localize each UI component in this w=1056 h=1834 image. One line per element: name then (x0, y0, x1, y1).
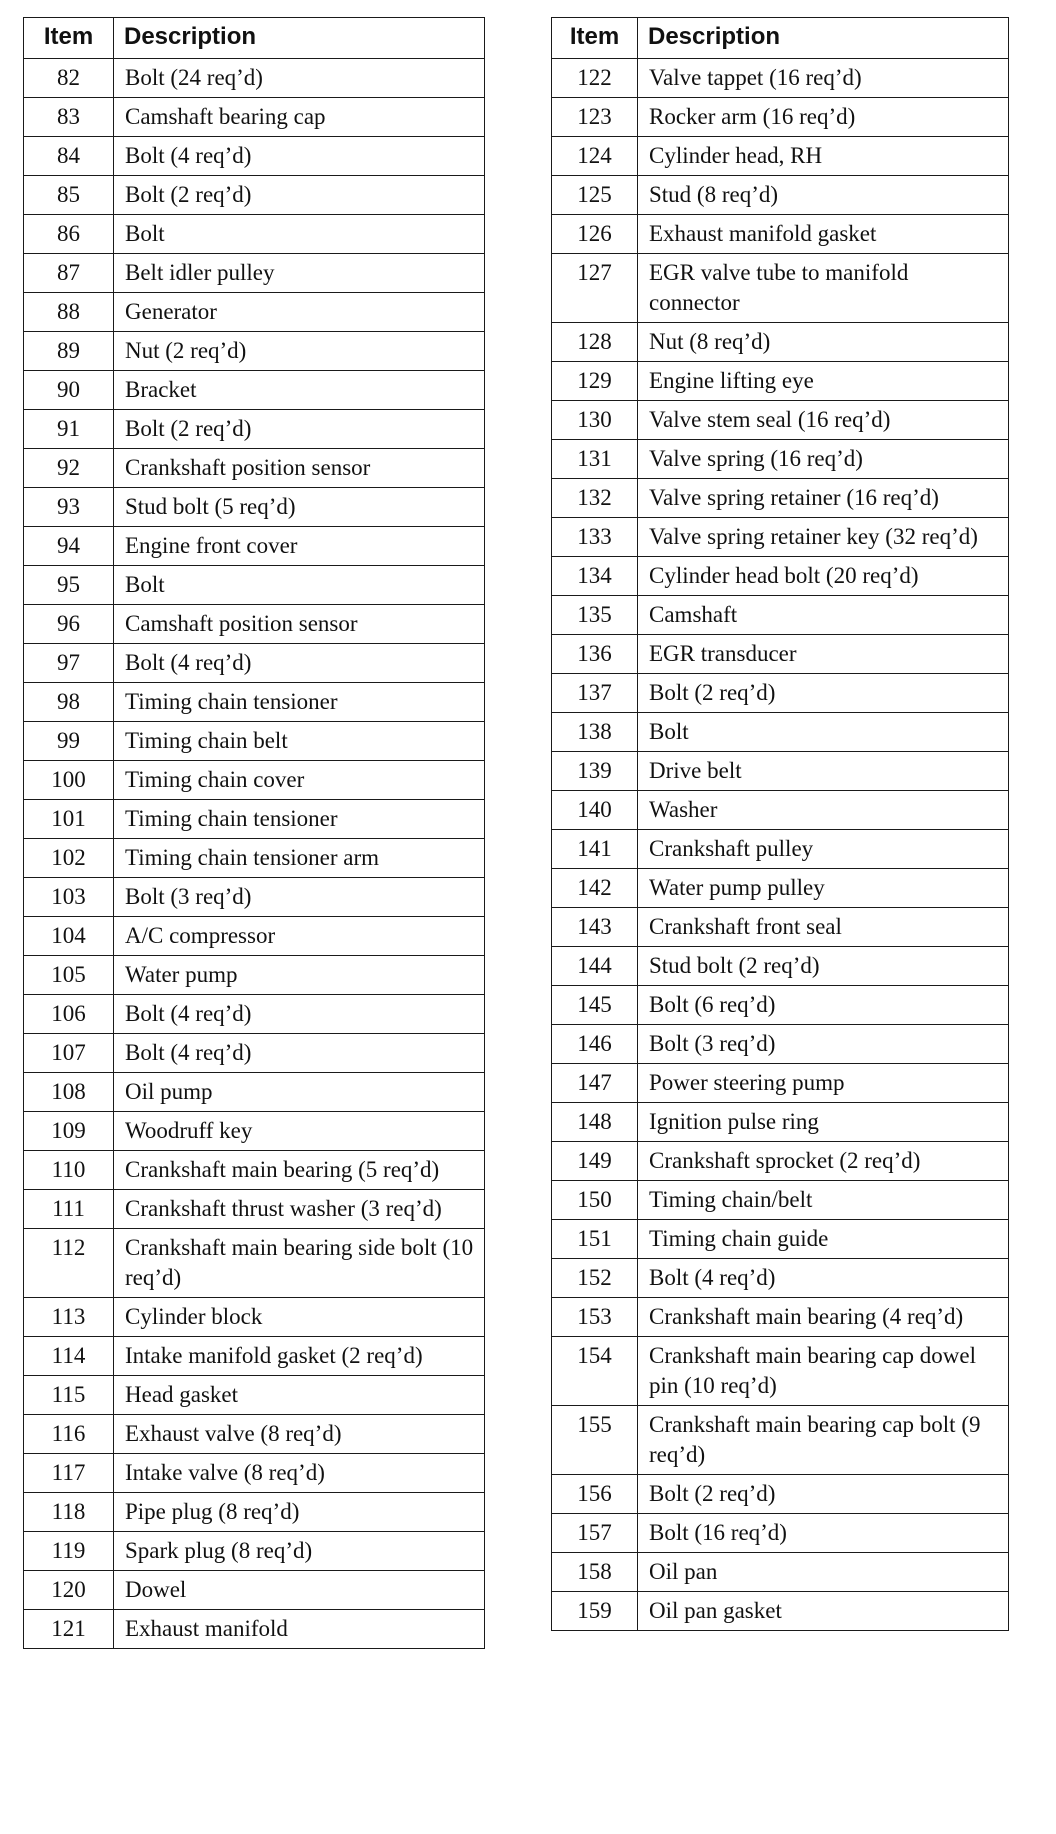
item-number-cell: 107 (24, 1034, 114, 1073)
item-number-cell: 103 (24, 878, 114, 917)
description-cell: Dowel (114, 1571, 485, 1610)
table-row (552, 1064, 1009, 1103)
item-number-cell: 123 (552, 98, 638, 137)
item-number-cell: 158 (552, 1553, 638, 1592)
item-number-cell: 130 (552, 401, 638, 440)
table-row (552, 1475, 1009, 1514)
description-cell: Camshaft position sensor (114, 605, 485, 644)
table-row (24, 1454, 485, 1493)
table-row (24, 176, 485, 215)
item-number-cell: 124 (552, 137, 638, 176)
item-number-cell: 131 (552, 440, 638, 479)
table-row (24, 1337, 485, 1376)
table-row (24, 1493, 485, 1532)
description-cell: Cylinder head, RH (638, 137, 1009, 176)
item-number-cell: 147 (552, 1064, 638, 1103)
description-cell: Valve stem seal (16 req’d) (638, 401, 1009, 440)
description-cell: Exhaust manifold (114, 1610, 485, 1649)
description-cell: Timing chain tensioner (114, 800, 485, 839)
description-cell: Stud (8 req’d) (638, 176, 1009, 215)
item-number-cell: 108 (24, 1073, 114, 1112)
table-row (24, 1610, 485, 1649)
item-number-cell: 154 (552, 1337, 638, 1406)
item-number-cell: 87 (24, 254, 114, 293)
description-cell: Timing chain cover (114, 761, 485, 800)
description-cell: Bolt (2 req’d) (114, 176, 485, 215)
description-cell: Timing chain guide (638, 1220, 1009, 1259)
item-number-cell: 151 (552, 1220, 638, 1259)
description-cell: Valve spring retainer (16 req’d) (638, 479, 1009, 518)
item-number-cell: 85 (24, 176, 114, 215)
description-cell: Crankshaft front seal (638, 908, 1009, 947)
item-number-cell: 155 (552, 1406, 638, 1475)
item-number-cell: 91 (24, 410, 114, 449)
table-row (24, 722, 485, 761)
item-number-cell: 148 (552, 1103, 638, 1142)
item-number-cell: 143 (552, 908, 638, 947)
item-number-cell: 97 (24, 644, 114, 683)
table-row (24, 488, 485, 527)
description-cell: Head gasket (114, 1376, 485, 1415)
description-cell: Bolt (2 req’d) (638, 674, 1009, 713)
item-number-cell: 86 (24, 215, 114, 254)
item-number-cell: 100 (24, 761, 114, 800)
description-cell: Bolt (4 req’d) (114, 137, 485, 176)
description-cell: Valve tappet (16 req’d) (638, 59, 1009, 98)
table-row (24, 878, 485, 917)
description-cell: Bolt (6 req’d) (638, 986, 1009, 1025)
table-row (24, 1298, 485, 1337)
table-row (552, 98, 1009, 137)
description-cell: Bracket (114, 371, 485, 410)
table-row (552, 1553, 1009, 1592)
table-row (552, 908, 1009, 947)
description-cell: Oil pan (638, 1553, 1009, 1592)
item-number-cell: 141 (552, 830, 638, 869)
description-cell: A/C compressor (114, 917, 485, 956)
table-row (552, 713, 1009, 752)
item-number-cell: 128 (552, 323, 638, 362)
header-row (24, 18, 485, 59)
table-row (552, 518, 1009, 557)
description-cell: Spark plug (8 req’d) (114, 1532, 485, 1571)
item-number-cell: 144 (552, 947, 638, 986)
description-cell: Crankshaft pulley (638, 830, 1009, 869)
description-cell: Power steering pump (638, 1064, 1009, 1103)
description-cell: Nut (8 req’d) (638, 323, 1009, 362)
item-number-cell: 145 (552, 986, 638, 1025)
description-cell: Bolt (4 req’d) (114, 995, 485, 1034)
description-cell: Oil pan gasket (638, 1592, 1009, 1631)
item-number-cell: 99 (24, 722, 114, 761)
table-row (552, 1406, 1009, 1475)
item-number-cell: 82 (24, 59, 114, 98)
table-row (24, 917, 485, 956)
item-number-cell: 104 (24, 917, 114, 956)
parts-table-left (23, 17, 485, 1649)
description-cell: Rocker arm (16 req’d) (638, 98, 1009, 137)
table-row (552, 1025, 1009, 1064)
table-row (552, 830, 1009, 869)
description-cell: Crankshaft position sensor (114, 449, 485, 488)
description-cell: Timing chain tensioner arm (114, 839, 485, 878)
description-cell: EGR transducer (638, 635, 1009, 674)
item-number-cell: 96 (24, 605, 114, 644)
table-row (24, 371, 485, 410)
item-number-cell: 125 (552, 176, 638, 215)
description-cell: Bolt (16 req’d) (638, 1514, 1009, 1553)
item-number-cell: 106 (24, 995, 114, 1034)
description-cell: Crankshaft sprocket (2 req’d) (638, 1142, 1009, 1181)
table-row (552, 254, 1009, 323)
table-row (552, 557, 1009, 596)
description-cell: Crankshaft main bearing cap bolt (9 req’d) (638, 1406, 1009, 1475)
table-row (552, 1259, 1009, 1298)
description-cell: Timing chain/belt (638, 1181, 1009, 1220)
description-cell: Water pump pulley (638, 869, 1009, 908)
table-row (24, 1073, 485, 1112)
item-number-cell: 133 (552, 518, 638, 557)
description-cell: Bolt (24 req’d) (114, 59, 485, 98)
item-number-cell: 157 (552, 1514, 638, 1553)
table-row (552, 635, 1009, 674)
description-cell: Bolt (114, 215, 485, 254)
table-row (24, 683, 485, 722)
item-number-cell: 95 (24, 566, 114, 605)
description-cell: Bolt (3 req’d) (638, 1025, 1009, 1064)
description-cell: Cylinder block (114, 1298, 485, 1337)
description-cell: Timing chain tensioner (114, 683, 485, 722)
item-number-cell: 122 (552, 59, 638, 98)
description-column-header: Description (114, 18, 485, 59)
description-cell: EGR valve tube to manifold connector (638, 254, 1009, 323)
description-cell: Intake valve (8 req’d) (114, 1454, 485, 1493)
table-row (552, 1298, 1009, 1337)
table-row (24, 215, 485, 254)
item-number-cell: 137 (552, 674, 638, 713)
description-cell: Crankshaft thrust washer (3 req’d) (114, 1190, 485, 1229)
item-number-cell: 115 (24, 1376, 114, 1415)
item-number-cell: 113 (24, 1298, 114, 1337)
table-row (552, 176, 1009, 215)
table-row (24, 332, 485, 371)
description-cell: Cylinder head bolt (20 req’d) (638, 557, 1009, 596)
description-column-header: Description (638, 18, 1009, 59)
table-row (552, 869, 1009, 908)
item-number-cell: 112 (24, 1229, 114, 1298)
table-row (552, 479, 1009, 518)
item-number-cell: 89 (24, 332, 114, 371)
table-row (552, 1337, 1009, 1406)
table-row (552, 1181, 1009, 1220)
table-row (24, 956, 485, 995)
table-row (24, 761, 485, 800)
table-row (552, 59, 1009, 98)
item-number-cell: 135 (552, 596, 638, 635)
item-number-cell: 83 (24, 98, 114, 137)
item-number-cell: 117 (24, 1454, 114, 1493)
parts-table-right (551, 17, 1009, 1631)
description-cell: Bolt (2 req’d) (638, 1475, 1009, 1514)
table-row (24, 839, 485, 878)
table-row (24, 449, 485, 488)
description-cell: Bolt (3 req’d) (114, 878, 485, 917)
item-number-cell: 129 (552, 362, 638, 401)
item-number-cell: 121 (24, 1610, 114, 1649)
table-row (24, 1190, 485, 1229)
description-cell: Valve spring (16 req’d) (638, 440, 1009, 479)
description-cell: Exhaust manifold gasket (638, 215, 1009, 254)
item-number-cell: 140 (552, 791, 638, 830)
table-row (24, 1229, 485, 1298)
description-cell: Bolt (638, 713, 1009, 752)
table-row (552, 596, 1009, 635)
item-number-cell: 134 (552, 557, 638, 596)
item-number-cell: 94 (24, 527, 114, 566)
item-number-cell: 159 (552, 1592, 638, 1631)
table-row (24, 1532, 485, 1571)
item-number-cell: 92 (24, 449, 114, 488)
item-number-cell: 132 (552, 479, 638, 518)
description-cell: Crankshaft main bearing side bolt (10 req’d) (114, 1229, 485, 1298)
item-number-cell: 156 (552, 1475, 638, 1514)
description-cell: Exhaust valve (8 req’d) (114, 1415, 485, 1454)
description-cell: Water pump (114, 956, 485, 995)
description-cell: Woodruff key (114, 1112, 485, 1151)
item-number-cell: 116 (24, 1415, 114, 1454)
item-number-cell: 120 (24, 1571, 114, 1610)
item-number-cell: 105 (24, 956, 114, 995)
table-row (552, 362, 1009, 401)
table-row (24, 644, 485, 683)
description-cell: Bolt (4 req’d) (638, 1259, 1009, 1298)
description-cell: Intake manifold gasket (2 req’d) (114, 1337, 485, 1376)
table-row (24, 605, 485, 644)
item-number-cell: 149 (552, 1142, 638, 1181)
header-row (552, 18, 1009, 59)
table-row (552, 1103, 1009, 1142)
item-number-cell: 119 (24, 1532, 114, 1571)
table-row (552, 752, 1009, 791)
item-number-cell: 114 (24, 1337, 114, 1376)
description-cell: Washer (638, 791, 1009, 830)
description-cell: Belt idler pulley (114, 254, 485, 293)
description-cell: Drive belt (638, 752, 1009, 791)
table-row (552, 401, 1009, 440)
description-cell: Nut (2 req’d) (114, 332, 485, 371)
item-number-cell: 102 (24, 839, 114, 878)
item-number-cell: 153 (552, 1298, 638, 1337)
item-number-cell: 109 (24, 1112, 114, 1151)
table-row (24, 1571, 485, 1610)
table-row (552, 947, 1009, 986)
table-row (24, 800, 485, 839)
description-cell: Generator (114, 293, 485, 332)
item-number-cell: 88 (24, 293, 114, 332)
description-cell: Crankshaft main bearing cap dowel pin (10 req’d) (638, 1337, 1009, 1406)
description-cell: Ignition pulse ring (638, 1103, 1009, 1142)
table-row (552, 986, 1009, 1025)
table-row (24, 566, 485, 605)
item-number-cell: 118 (24, 1493, 114, 1532)
table-row (552, 1592, 1009, 1631)
description-cell: Bolt (114, 566, 485, 605)
table-row (552, 674, 1009, 713)
item-number-cell: 126 (552, 215, 638, 254)
description-cell: Pipe plug (8 req’d) (114, 1493, 485, 1532)
item-number-cell: 146 (552, 1025, 638, 1064)
table-row (24, 995, 485, 1034)
description-cell: Camshaft bearing cap (114, 98, 485, 137)
table-row (24, 59, 485, 98)
item-number-cell: 111 (24, 1190, 114, 1229)
description-cell: Bolt (4 req’d) (114, 644, 485, 683)
description-cell: Valve spring retainer key (32 req’d) (638, 518, 1009, 557)
item-number-cell: 150 (552, 1181, 638, 1220)
item-number-cell: 152 (552, 1259, 638, 1298)
item-number-cell: 98 (24, 683, 114, 722)
description-cell: Oil pump (114, 1073, 485, 1112)
table-row (24, 137, 485, 176)
item-number-cell: 90 (24, 371, 114, 410)
item-column-header: Item (552, 18, 638, 59)
description-cell: Engine lifting eye (638, 362, 1009, 401)
description-cell: Crankshaft main bearing (4 req’d) (638, 1298, 1009, 1337)
item-number-cell: 142 (552, 869, 638, 908)
table-row (552, 323, 1009, 362)
item-number-cell: 138 (552, 713, 638, 752)
item-number-cell: 93 (24, 488, 114, 527)
item-number-cell: 139 (552, 752, 638, 791)
table-row (552, 791, 1009, 830)
item-number-cell: 84 (24, 137, 114, 176)
table-row (24, 1034, 485, 1073)
description-cell: Engine front cover (114, 527, 485, 566)
description-cell: Timing chain belt (114, 722, 485, 761)
description-cell: Bolt (2 req’d) (114, 410, 485, 449)
table-row (552, 215, 1009, 254)
table-row (24, 527, 485, 566)
table-row (24, 1112, 485, 1151)
item-number-cell: 110 (24, 1151, 114, 1190)
table-row (24, 1151, 485, 1190)
table-row (24, 254, 485, 293)
table-row (24, 1415, 485, 1454)
table-row (552, 1220, 1009, 1259)
description-cell: Stud bolt (5 req’d) (114, 488, 485, 527)
item-number-cell: 136 (552, 635, 638, 674)
table-row (552, 440, 1009, 479)
description-cell: Camshaft (638, 596, 1009, 635)
table-row (24, 98, 485, 137)
table-row (24, 410, 485, 449)
description-cell: Crankshaft main bearing (5 req’d) (114, 1151, 485, 1190)
item-number-cell: 127 (552, 254, 638, 323)
description-cell: Stud bolt (2 req’d) (638, 947, 1009, 986)
table-row (552, 137, 1009, 176)
item-column-header: Item (24, 18, 114, 59)
table-row (552, 1514, 1009, 1553)
table-row (24, 293, 485, 332)
description-cell: Bolt (4 req’d) (114, 1034, 485, 1073)
table-row (552, 1142, 1009, 1181)
table-row (24, 1376, 485, 1415)
item-number-cell: 101 (24, 800, 114, 839)
